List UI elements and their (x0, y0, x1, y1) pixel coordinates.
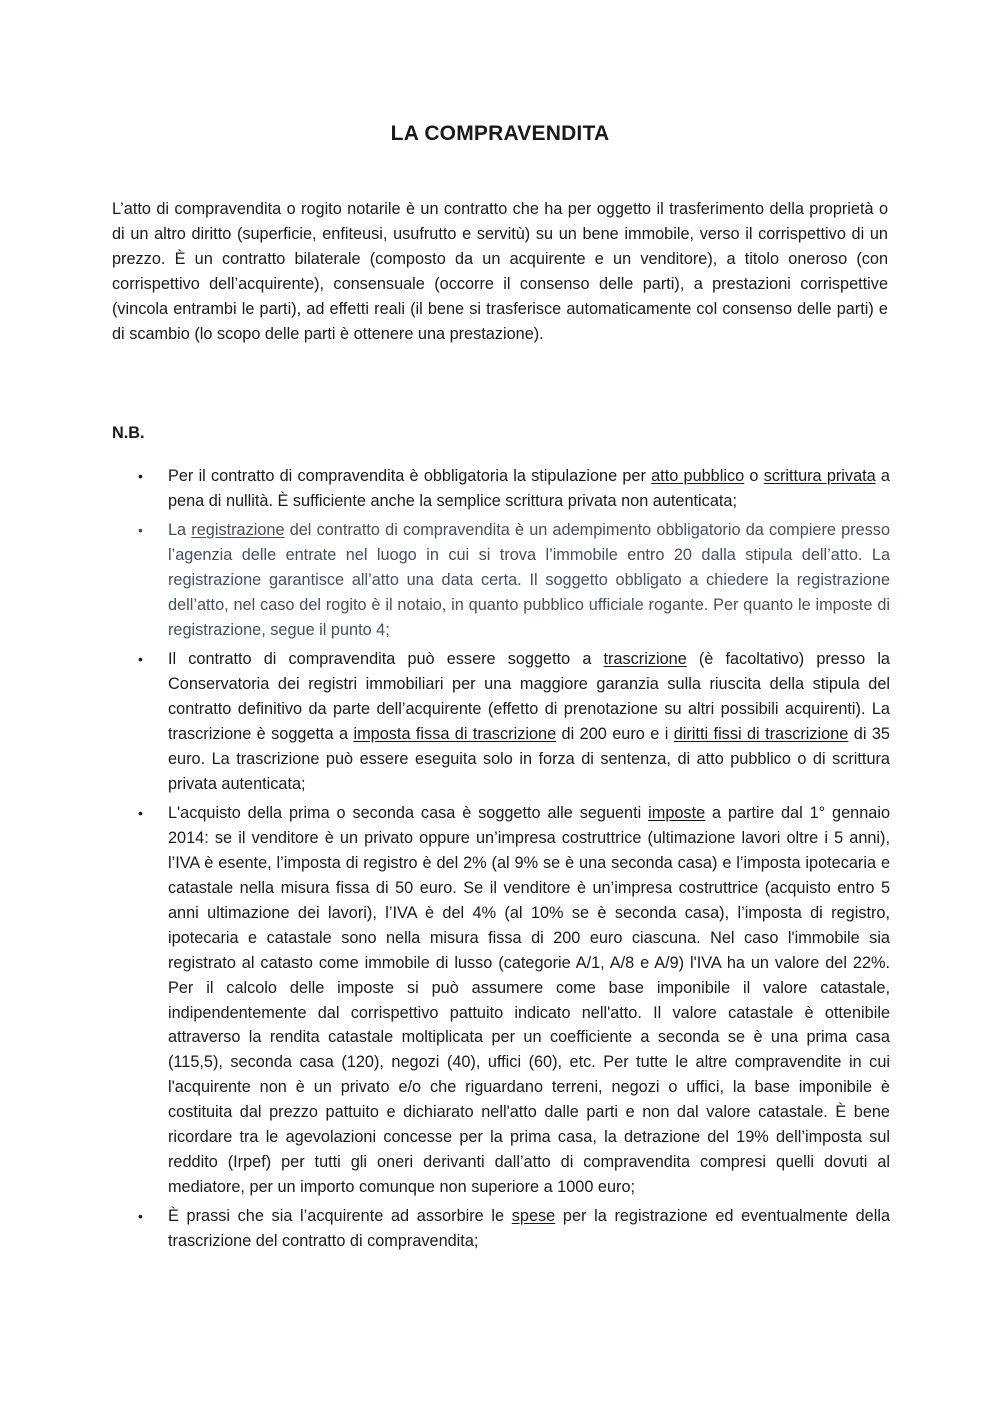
bullet-icon: • (138, 651, 143, 668)
item-text: La (168, 521, 192, 540)
list-item (112, 464, 890, 514)
underlined-term: trascrizione (603, 650, 687, 669)
item-text: di 200 euro e i (556, 725, 674, 744)
item-text: È prassi che sia l’acquirente ad assorbire le (168, 1207, 512, 1226)
nb-heading: N.B. (112, 424, 145, 442)
item-text: del contratto di compravendita è un adempimento obbligatorio da compiere presso l’agenzia delle entrate nel luogo in cui si trova l’immobile entro 20 dalla stipula dell’atto. La registrazione garantisce all’atto una data certa. Il soggetto obbligato a chiedere la registrazione dell’atto, nel caso del rogito è il notaio, in quanto pubblico ufficiale rogante. Per quanto le imposte di registrazione, segue il punto 4; (168, 521, 890, 639)
underlined-term: diritti fissi di trascrizione (673, 725, 849, 744)
underlined-term: scrittura privata (763, 467, 876, 485)
item-text: a pena di nullità. È sufficiente anche la semplice scrittura privata non autenticata; (168, 467, 890, 510)
underlined-term: registrazione (191, 521, 285, 540)
item-text: Il contratto di compravendita può essere soggetto a (168, 650, 604, 669)
item-text: Per il contratto di compravendita è obbligatoria la stipulazione per (168, 467, 652, 485)
bullet-icon: • (138, 468, 143, 484)
item-text: (è facoltativo) presso la Conservatoria dei registri immobiliari per una maggiore garanzia sulla riuscita della stipula del contratto definitivo da parte dell’acquirente (effetto di prenotazione su altri possibili acquirenti). La trascrizione è soggetta a (168, 650, 890, 744)
page-title: LA COMPRAVENDITA (390, 122, 610, 145)
item-text: a partire dal 1° gennaio 2014: se il venditore è un privato oppure un’impresa costruttrice (ultimazione lavori oltre i 5 anni), l’IVA è esente, l’imposta di registro è del 2% (al 9% se è una seconda casa) e l’imposta ipotecaria e catastale nella misura fissa di 50 euro. Se il venditore è un’impresa costruttrice (acquisto entro 5 anni ultimazione dei lavori), l’IVA è del 4% (al 10% se è seconda casa), l’imposta di registro, ipotecaria e catastale sono nella misura fissa di 200 euro ciascuna. Nel caso l'immobile sia registrato al catasto come immobile di lusso (categorie A/1, A/8 e A/9) l'IVA ha un valore del 22%. Per il calcolo delle imposte si può assumere come base imponibile il valore catastale, indipendentemente dal corrispettivo pattuito indicato nell'atto. Il valore catastale è ottenibile attraverso la rendita catastale moltiplicata per un coefficiente a seconda se è una prima casa (115,5), seconda casa (120), negozi (40), uffici (60), etc. Per tutte le altre compravendite in cui l'acquirente non è un privato e/o che riguardano terreni, negozi o uffici, la base imponibile è costituita dal prezzo pattuito e dichiarato nell'atto dalle parti e non dal valore catastale. È bene ricordare tra le agevolazioni concesse per la prima casa, la detrazione del 19% dell’imposta sul reddito (Irpef) per tutti gli oneri derivanti dall’atto di compravendita compresi quelli dovuti al mediatore, per un importo comunque non superiore a 1000 euro; (168, 804, 890, 1196)
item-text: di 35 euro. La trascrizione può essere eseguita solo in forza di sentenza, di atto pubblico o di scrittura privata autenticata; (168, 725, 890, 793)
list-item (112, 801, 890, 1200)
bullet-icon: • (138, 805, 143, 822)
bullet-icon: • (138, 522, 143, 539)
intro-paragraph: L’atto di compravendita o rogito notarile è un contratto che ha per oggetto il trasferimento della proprietà o di un altro diritto (superficie, enfiteusi, usufrutto e servitù) su un bene immobile, verso il corrispettivo di un prezzo. È un contratto bilaterale (composto da un acquirente e un venditore), a titolo oneroso (con corrispettivo dell’acquirente), consensuale (occorre il consenso delle parti), a prestazioni corrispettive (vincola entrambi le parti), ad effetti reali (il bene si trasferisce automaticamente col consenso delle parti) e di scambio (lo scopo delle parti è ottenere una prestazione). (112, 200, 888, 343)
underlined-term: atto pubblico (651, 467, 745, 485)
underlined-term: imposte (648, 804, 706, 823)
nb-list (112, 464, 890, 1259)
list-item (112, 518, 890, 643)
list-item (112, 1204, 890, 1254)
item-text: L'acquisto della prima o seconda casa è soggetto alle seguenti (168, 804, 649, 823)
underlined-term: spese (511, 1207, 556, 1226)
underlined-term: imposta fissa di trascrizione (353, 725, 557, 744)
list-item (112, 647, 890, 796)
bullet-icon: • (138, 1208, 143, 1225)
item-text: per la registrazione ed eventualmente della trascrizione del contratto di compravendita; (168, 1207, 890, 1251)
item-text: o (744, 467, 764, 485)
